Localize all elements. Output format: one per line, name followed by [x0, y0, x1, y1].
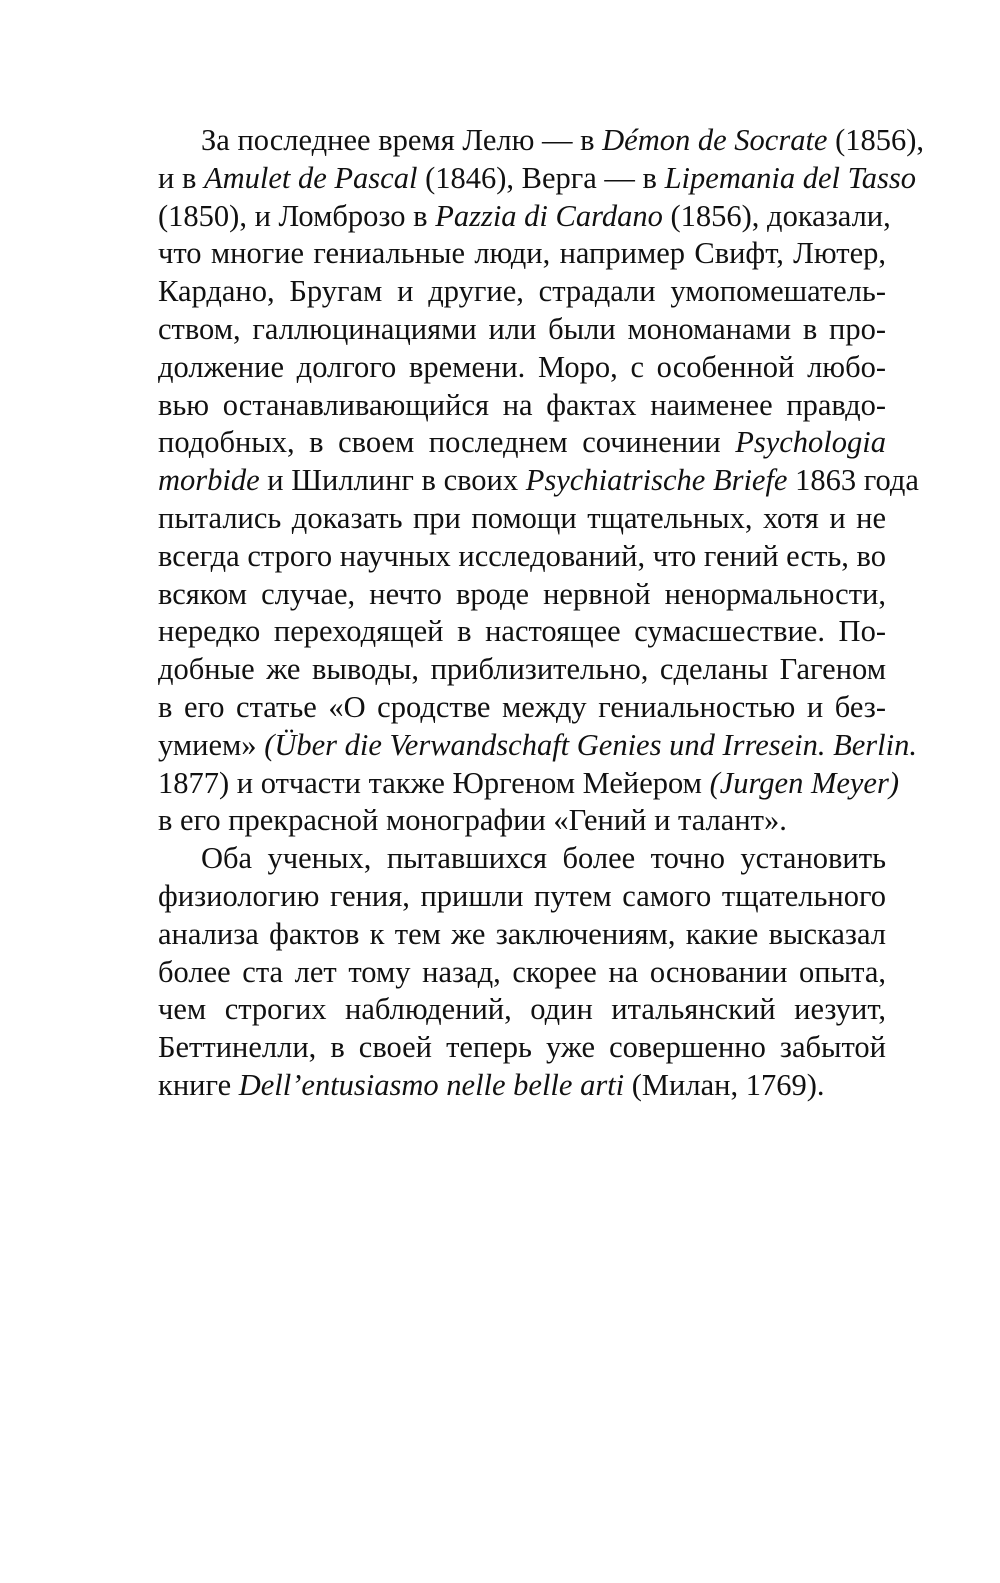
text-segment: 1863 года [787, 463, 919, 498]
text-segment: (1856), [827, 123, 925, 157]
page-body [158, 122, 925, 1105]
text-line [158, 651, 886, 689]
text-segment: умием» [158, 727, 265, 762]
text-segment: Беттинелли, в своей теперь уже совершенно забытой [158, 1030, 886, 1065]
text-line [158, 613, 886, 651]
text-line [158, 122, 925, 160]
text-segment: За последнее время Лелю — в [201, 123, 603, 157]
text-line [158, 349, 886, 387]
text-segment: (Милан, 1769). [624, 1067, 825, 1102]
text-line [158, 273, 886, 311]
text-segment: Кардано, Бругам и другие, страдали умопомешатель- [158, 274, 886, 309]
text-segment: физиологию гения, пришли путем самого тщательного [158, 878, 886, 913]
text-segment: добные же выводы, приблизительно, сделаны Гагеном [158, 652, 886, 687]
text-line [158, 576, 886, 614]
text-segment: анализа фактов к тем же заключениям, какие высказал [158, 916, 886, 951]
text-segment: пытались доказать при помощи тщательных, хотя и не [158, 500, 886, 535]
text-line [158, 1029, 886, 1067]
paragraph [158, 122, 925, 840]
text-segment: (1846), Верга — в [417, 160, 665, 195]
italic-title: Démon de Socrate [602, 123, 828, 157]
text-segment: чем строгих наблюдений, один итальянский иезуит, [158, 992, 886, 1027]
text-line [158, 500, 886, 538]
text-line [158, 160, 916, 198]
text-segment: всяком случае, нечто вроде нервной ненормальности, [158, 576, 886, 611]
text-segment: (1856), доказали, [662, 198, 891, 233]
text-segment: книге [158, 1067, 239, 1102]
text-line [158, 198, 891, 236]
text-segment: всегда строго научных исследований, что гений есть, во [158, 538, 886, 573]
paragraph [158, 840, 886, 1105]
italic-title: Psychologia [735, 425, 886, 460]
text-segment: нередко переходящей в настоящее сумасшествие. По- [158, 614, 886, 649]
text-line [158, 765, 899, 803]
italic-title: Dell’entusiasmo nelle belle arti [238, 1067, 625, 1102]
text-line [158, 727, 918, 765]
text-line [158, 1067, 886, 1105]
text-line [158, 424, 886, 462]
text-segment: вью останавливающийся на фактах наименее правдо- [158, 387, 886, 422]
text-line [158, 689, 886, 727]
text-line [158, 235, 886, 273]
text-line [158, 991, 886, 1029]
text-segment: в его статье «О сродстве между гениальностью и без- [158, 689, 886, 724]
text-line [158, 954, 886, 992]
text-segment: и в [158, 160, 204, 195]
text-segment: должение долгого времени. Моро, с особенной любо- [158, 349, 886, 384]
text-line [158, 387, 886, 425]
text-segment: (1850), и Ломброзо в [158, 198, 436, 233]
text-line [158, 802, 886, 840]
text-line [158, 311, 886, 349]
text-segment: ством, галлюцинациями или были мономанами в про- [158, 311, 886, 346]
text-segment: более ста лет тому назад, скорее на основании опыта, [158, 954, 886, 989]
text-line [158, 878, 886, 916]
italic-title: Psychiatrische Briefe [525, 463, 788, 498]
italic-title: Pazzia di Cardano [435, 198, 663, 233]
text-segment: Оба ученых, пытавшихся более точно установить [201, 841, 886, 876]
text-line [158, 462, 919, 500]
text-segment: что многие гениальные люди, например Свифт, Лютер, [158, 236, 886, 271]
italic-title: morbide [158, 463, 260, 498]
text-line [158, 916, 886, 954]
text-segment: в его прекрасной монографии «Гений и талант». [158, 803, 787, 838]
italic-title: (Über die Verwandschaft Genies und Irresein. Berlin. [264, 727, 918, 762]
italic-title: Lipemania del Tasso [664, 160, 916, 195]
italic-title: (Jurgen Meyer) [709, 765, 899, 800]
text-line [158, 538, 886, 576]
text-segment: и Шиллинг в своих [259, 463, 526, 498]
text-line [158, 840, 886, 878]
italic-title: Amulet de Pascal [203, 160, 418, 195]
text-segment: 1877) и отчасти также Юргеном Мейером [158, 765, 710, 800]
text-segment: подобных, в своем последнем сочинении [158, 425, 736, 460]
